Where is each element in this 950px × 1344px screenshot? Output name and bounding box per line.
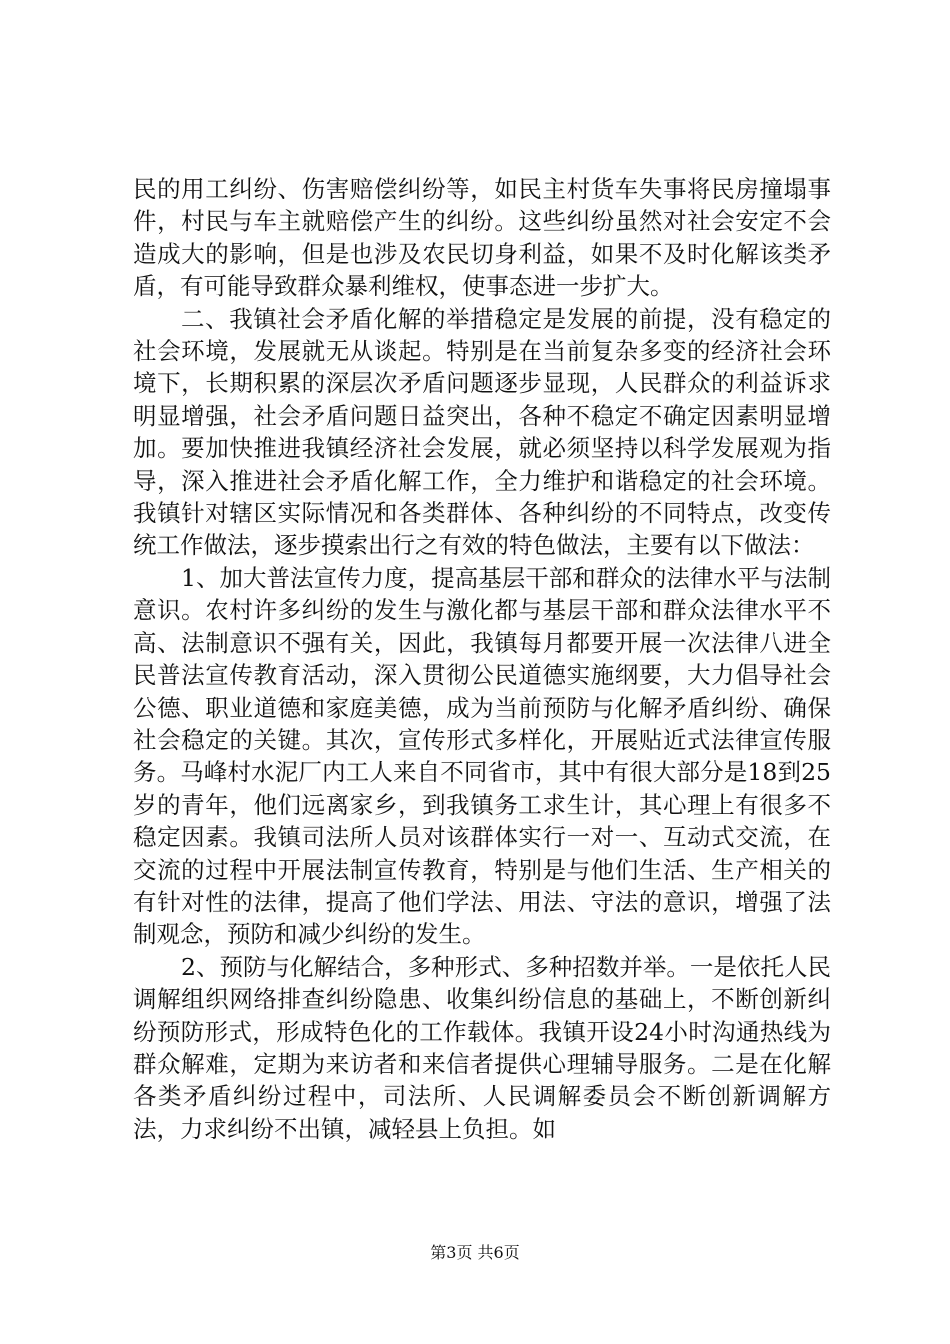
paragraph-continuation: 民的用工纠纷、伤害赔偿纠纷等，如民主村货车失事将民房撞塌事件，村民与车主就赔偿产生的纠纷。这些纠纷虽然对社会安定不会造成大的影响，但是也涉及农民切身利益，如果不及时化解该类矛盾，有可能导致群众暴利维权，使事态进一步扩大。: [133, 175, 831, 301]
paragraph-item-two: 2、预防与化解结合，多种形式、多种招数并举。一是依托人民调解组织网络排查纠纷隐患、收集纠纷信息的基础上，不断创新纠纷预防形式，形成特色化的工作载体。我镇开设24小时沟通热线为群众解难，定期为来访者和来信者提供心理辅导服务。二是在化解各类矛盾纠纷过程中，司法所、人民调解委员会不断创新调解方法，力求纠纷不出镇，减轻县上负担。如: [133, 952, 831, 1143]
paragraph-item-one: 1、加大普法宣传力度，提高基层干部和群众的法律水平与法制意识。农村许多纠纷的发生与激化都与基层干部和群众法律水平不高、法制意识不强有关，因此，我镇每月都要开展一次法律八进全民普法宣传教育活动，深入贯彻公民道德实施纲要，大力倡导社会公德、职业道德和家庭美德，成为当前预防与化解矛盾纠纷、确保社会稳定的关键。其次，宣传形式多样化，开展贴近式法律宣传服务。马峰村水泥厂内工人来自不同省市，其中有很大部分是18到25岁的青年，他们远离家乡，到我镇务工求生计，其心理上有很多不稳定因素。我镇司法所人员对该群体实行一对一、互动式交流，在交流的过程中开展法制宣传教育，特别是与他们生活、生产相关的有针对性的法律，提高了他们学法、用法、守法的意识，增强了法制观念，预防和减少纠纷的发生。: [133, 563, 831, 949]
document-body: [133, 173, 831, 1145]
paragraph-section-two: 二、我镇社会矛盾化解的举措稳定是发展的前提，没有稳定的社会环境，发展就无从谈起。特别是在当前复杂多变的经济社会环境下，长期积累的深层次矛盾问题逐步显现，人民群众的利益诉求明显增强，社会矛盾问题日益突出，各种不稳定不确定因素明显增加。要加快推进我镇经济社会发展，就必须坚持以科学发展观为指导，深入推进社会矛盾化解工作，全力维护和谐稳定的社会环境。我镇针对辖区实际情况和各类群体、各种纠纷的不同特点，改变传统工作做法，逐步摸索出行之有效的特色做法，主要有以下做法：: [133, 304, 831, 560]
page-number-footer: 第3页 共6页: [430, 1243, 520, 1262]
